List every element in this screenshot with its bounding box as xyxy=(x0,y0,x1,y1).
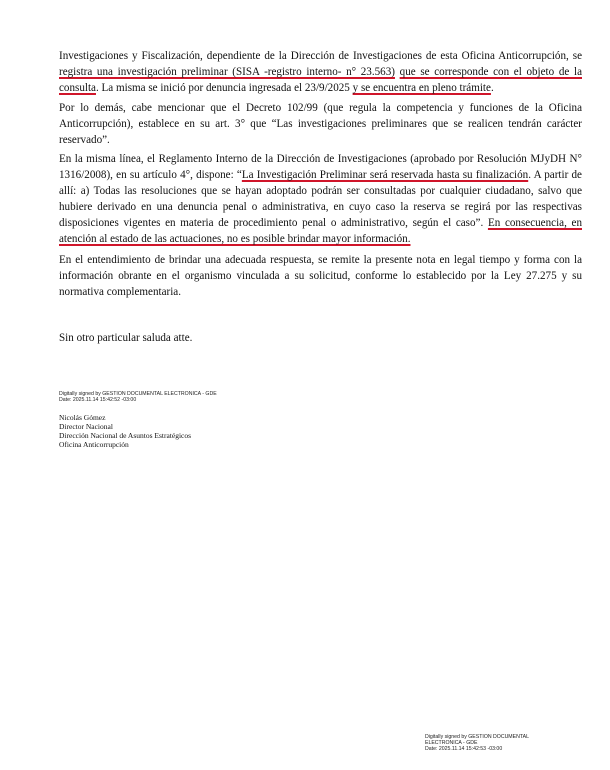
signer-title: Director Nacional xyxy=(59,422,113,431)
signature-1-line-2: Date: 2025.11.14 15:42:52 -03:00 xyxy=(59,397,137,403)
p1-underlined-procedure: y se encuentra en pleno trámite xyxy=(352,82,491,94)
p3-text-c: . A partir de allí: a) Todas las resoluciones que se hayan adoptado podrán ser consultadas por cualquier ciudadano, salvo que hubiere derivado en una denuncia penal o administrativa, en cuyo caso la reserva se regirá por las respectivas disposiciones vigentes en materia de procedimiento penal o administrativo, según el caso”. xyxy=(59,169,582,229)
digital-signature-stamp-2 xyxy=(425,734,575,752)
signature-2-line-2: ELECTRONICA - GDE xyxy=(425,740,478,746)
signer-office: Oficina Anticorrupción xyxy=(59,440,129,449)
p3-underlined-conclusion: En consecuencia, en atención al estado de las actuaciones, no es posible brindar mayor información. xyxy=(59,217,582,245)
paragraph-internal-regulation xyxy=(59,151,582,247)
p1-text-a: Investigaciones y Fiscalización, dependiente de la Dirección de Investigaciones de esta Oficina Anticorrupción, se xyxy=(59,50,582,62)
p1-underlined-registration: registra una investigación preliminar (SISA -registro interno- n° 23.563) xyxy=(59,66,395,78)
paragraph-investigation-status xyxy=(59,48,582,96)
signer-name: Nicolás Gómez xyxy=(59,413,106,422)
signature-2-line-3: Date: 2025.11.14 15:42:53 -03:00 xyxy=(425,746,503,752)
p3-underlined-reserved: La Investigación Preliminar será reservada hasta su finalización xyxy=(241,169,529,181)
signature-2-line-1: Digitally signed by GESTION DOCUMENTAL xyxy=(425,734,529,740)
signature-1-line-1: Digitally signed by GESTION DOCUMENTAL ELECTRONICA - GDE xyxy=(59,391,217,397)
p1-text-g: . xyxy=(490,82,494,94)
digital-signature-stamp-1 xyxy=(59,391,279,403)
p3-text-a: En la misma línea, el Reglamento Interno de la Dirección de Investigaciones (aprobado por Resolución MJyDH N° 1316/2008), en su artículo 4°, dispone: “ xyxy=(59,153,582,181)
closing-salutation: Sin otro particular saluda atte. xyxy=(59,332,193,344)
paragraph-decree: Por lo demás, cabe mencionar que el Decreto 102/99 (que regula la competencia y funciones de la Oficina Anticorrupción), establece en su art. 3° que “Las investigaciones preliminares que se realicen tendrán carácter reservado”. xyxy=(59,102,582,146)
p1-underlined-object: que se corresponde con el objeto de la consulta xyxy=(59,66,582,94)
paragraph-response-note: En el entendimiento de brindar una adecuada respuesta, se remite la presente nota en legal tiempo y forma con la información obrante en el organismo vinculada a su solicitud, conforme lo establecido por la Ley 27.275 y su normativa complementaria. xyxy=(59,254,582,298)
p1-text-e: . La misma se inició por denuncia ingresada el 23/9/2025 xyxy=(95,82,353,94)
signer-block xyxy=(59,413,319,449)
signer-department: Dirección Nacional de Asuntos Estratégicos xyxy=(59,431,192,440)
